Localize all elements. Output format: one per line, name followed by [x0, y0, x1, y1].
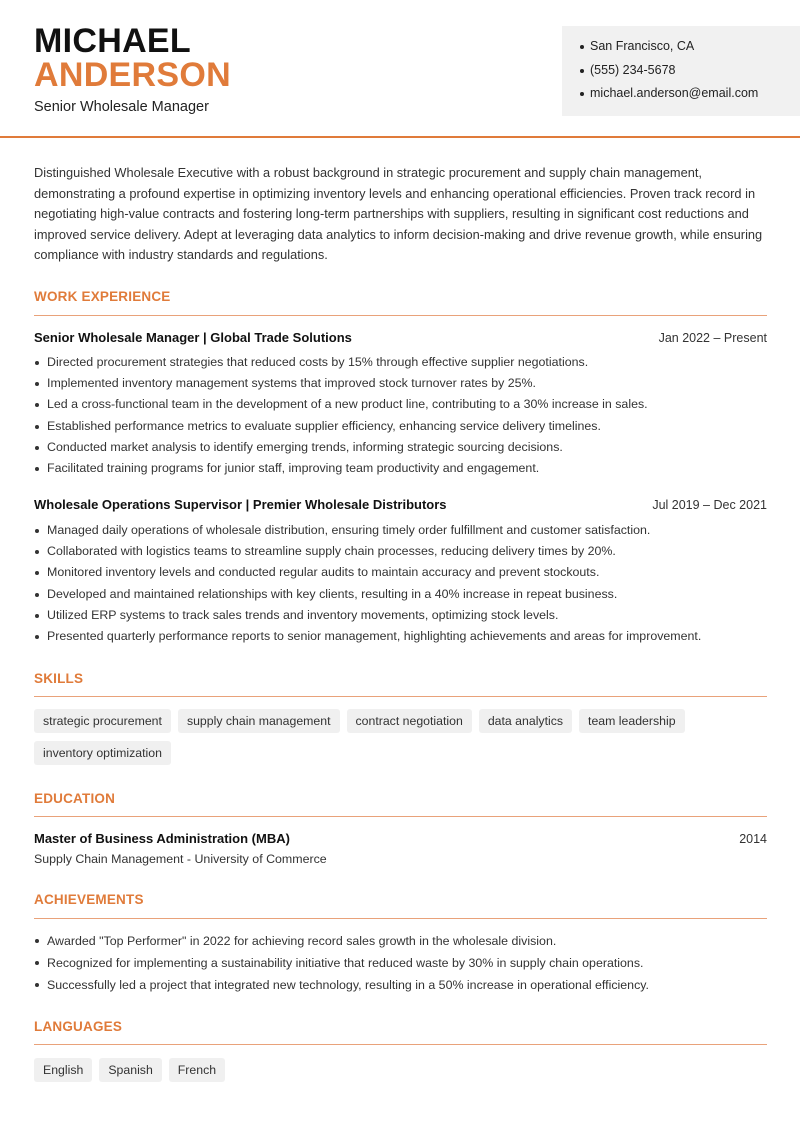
list-item: Established performance metrics to evaluate supplier efficiency, enhancing service delivery timelines. [34, 416, 767, 437]
bullet-icon [580, 92, 584, 96]
graduation-year: 2014 [739, 832, 767, 846]
contact-location [580, 38, 800, 62]
list-item: Facilitated training programs for junior staff, improving team productivity and engagement. [34, 458, 767, 479]
degree: Master of Business Administration (MBA) [34, 831, 290, 846]
list-item: Utilized ERP systems to track sales trends and inventory movements, optimizing stock levels. [34, 605, 767, 626]
languages-heading: LANGUAGES [34, 1019, 123, 1034]
language-tags [34, 1058, 767, 1082]
job-dates: Jan 2022 – Present [658, 331, 767, 345]
section-divider [34, 918, 767, 919]
education-header [34, 831, 767, 846]
list-item: Developed and maintained relationships with key clients, resulting in a 40% increase in repeat business. [34, 584, 767, 605]
list-item: Conducted market analysis to identify emerging trends, informing strategic sourcing decisions. [34, 437, 767, 458]
list-item: Collaborated with logistics teams to streamline supply chain processes, reducing delivery times by 20%. [34, 541, 767, 562]
bullet-icon [580, 69, 584, 73]
section-divider [34, 1044, 767, 1045]
language-tag: English [34, 1058, 92, 1082]
education-heading: EDUCATION [34, 791, 116, 806]
job-role: Wholesale Operations Supervisor | Premier Wholesale Distributors [34, 497, 447, 512]
skill-tag: contract negotiation [347, 709, 472, 733]
resume-header [0, 0, 800, 138]
section-divider [34, 696, 767, 697]
contact-email [580, 85, 800, 109]
contact-phone [580, 62, 800, 86]
list-item: Managed daily operations of wholesale distribution, ensuring timely order fulfillment and customer satisfaction. [34, 520, 767, 541]
language-tag: French [169, 1058, 225, 1082]
list-item: Awarded "Top Performer" in 2022 for achieving record sales growth in the wholesale division. [34, 930, 767, 952]
education-details: Supply Chain Management - University of Commerce [34, 852, 327, 866]
job-bullets [34, 520, 767, 647]
achievement-bullets [34, 930, 767, 996]
email-text: michael.anderson@email.com [590, 86, 759, 100]
first-name: MICHAEL [34, 22, 191, 60]
achievements-heading: ACHIEVEMENTS [34, 892, 144, 907]
contact-box [562, 26, 800, 116]
list-item: Implemented inventory management systems that improved stock turnover rates by 25%. [34, 373, 767, 394]
last-name: ANDERSON [34, 56, 231, 94]
list-item: Monitored inventory levels and conducted regular audits to maintain accuracy and prevent stockouts. [34, 562, 767, 583]
location-text: San Francisco, CA [590, 39, 695, 53]
job-dates: Jul 2019 – Dec 2021 [652, 498, 767, 512]
professional-summary: Distinguished Wholesale Executive with a robust background in strategic procurement and supply chain management, demonstrating a profound expertise in optimizing inventory levels and enhancing operational efficiencies. Proven track record in negotiating high-value contracts and fostering long-term partnerships with suppliers, resulting in significant cost reductions and improved service delivery. Adept at leveraging data analytics to inform decision-making and drive revenue growth, while ensuring compliance with industry standards and regulations. [34, 165, 763, 262]
list-item: Successfully led a project that integrated new technology, resulting in a 50% increase in operational efficiency. [34, 974, 767, 996]
skill-tag: inventory optimization [34, 741, 171, 765]
list-item: Directed procurement strategies that reduced costs by 15% through effective supplier negotiations. [34, 352, 767, 373]
work-experience-heading: WORK EXPERIENCE [34, 289, 171, 304]
job-bullets [34, 352, 767, 479]
skill-tag: supply chain management [178, 709, 340, 733]
job-title: Senior Wholesale Manager [34, 99, 209, 115]
language-tag: Spanish [99, 1058, 161, 1082]
list-item: Presented quarterly performance reports to senior management, highlighting achievements and areas for improvement. [34, 626, 767, 647]
bullet-icon [580, 45, 584, 49]
section-divider [34, 816, 767, 817]
list-item: Led a cross-functional team in the development of a new product line, contributing to a 30% increase in sales. [34, 394, 767, 415]
section-divider [34, 315, 767, 316]
skill-tag: data analytics [479, 709, 572, 733]
skill-tag: team leadership [579, 709, 685, 733]
phone-text: (555) 234-5678 [590, 62, 676, 77]
list-item: Recognized for implementing a sustainability initiative that reduced waste by 30% in supply chain operations. [34, 952, 767, 974]
job-header [34, 330, 767, 345]
skill-tag: strategic procurement [34, 709, 171, 733]
job-role: Senior Wholesale Manager | Global Trade Solutions [34, 330, 352, 345]
skills-heading: SKILLS [34, 671, 84, 686]
job-header [34, 497, 767, 512]
skills-tags [34, 709, 767, 765]
